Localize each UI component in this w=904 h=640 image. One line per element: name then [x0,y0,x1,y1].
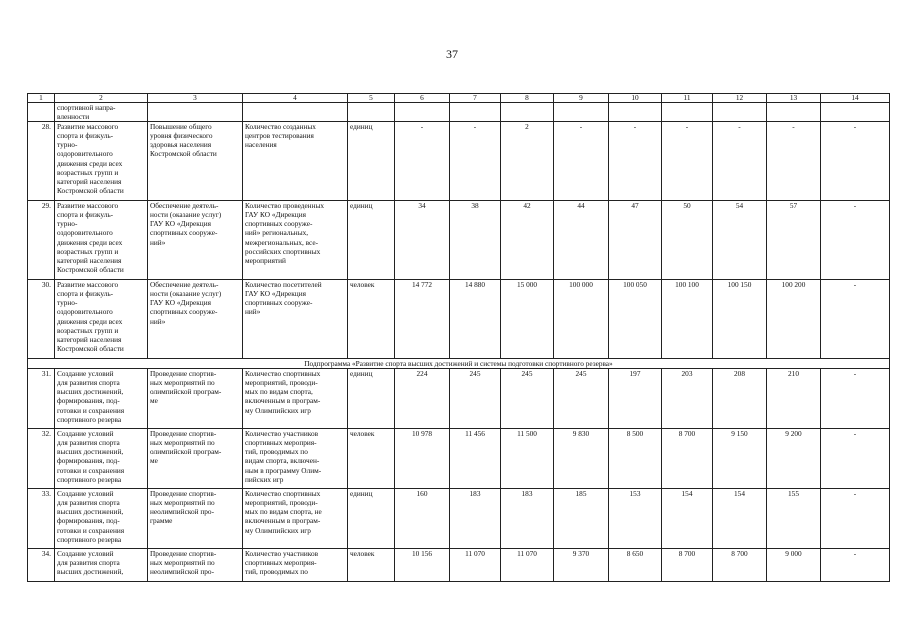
event-cell: Проведение спортив- ных мероприятий по неолимпийской про- [148,549,243,582]
column-number: 7 [450,94,501,103]
value-cell: 183 [501,489,554,549]
value-cell: 185 [554,489,609,549]
value-cell: 11 070 [501,549,554,582]
unit-cell: человек [348,280,395,359]
continuation-text: спортивной напра- вленности [55,103,148,122]
task-cell: Развитие массового спорта и физкуль- турно- оздоровительного движения среди всех возрастных групп и категорий населения Костромской области [55,122,148,201]
value-cell: - [821,280,890,359]
value-cell: 160 [395,489,450,549]
value-cell: - [821,549,890,582]
table-row [28,489,890,549]
value-cell: 8 500 [609,429,662,489]
column-number: 8 [501,94,554,103]
event-cell: Проведение спортив- ных мероприятий по олимпийской програм- ме [148,369,243,429]
value-cell: - [662,122,713,201]
column-number: 13 [767,94,821,103]
value-cell: 14 880 [450,280,501,359]
row-number: 32. [28,429,55,489]
value-cell: 245 [501,369,554,429]
subprogram-title: Подпрограмма «Развитие спорта высших достижений и системы подготовки спортивного резерва» [28,359,890,369]
column-number: 14 [821,94,890,103]
value-cell: 50 [662,201,713,280]
value-cell: 11 070 [450,549,501,582]
task-cell: Создание условий для развития спорта высших достижений, формирования, под- готовки и сохранения спортивного резерва [55,429,148,489]
column-number: 11 [662,94,713,103]
column-number: 9 [554,94,609,103]
value-cell: 57 [767,201,821,280]
value-cell: 100 200 [767,280,821,359]
value-cell: 153 [609,489,662,549]
column-number: 3 [148,94,243,103]
value-cell: 10 978 [395,429,450,489]
indicator-cell: Количество участников спортивных мероприя- тий, проводимых по видам спорта, включен- ным в программу Олим- пийских игр [243,429,348,489]
value-cell: 183 [450,489,501,549]
value-cell: - [450,122,501,201]
value-cell: 9 150 [713,429,767,489]
unit-cell: человек [348,549,395,582]
table-row [28,369,890,429]
value-cell: - [821,489,890,549]
value-cell: 54 [713,201,767,280]
value-cell: 9 370 [554,549,609,582]
value-cell: 203 [662,369,713,429]
value-cell: 9 830 [554,429,609,489]
unit-cell: единиц [348,201,395,280]
value-cell: 197 [609,369,662,429]
unit-cell: единиц [348,369,395,429]
event-cell: Повышение общего уровня физического здоровья населения Костромской области [148,122,243,201]
value-cell: 10 156 [395,549,450,582]
value-cell: - [821,429,890,489]
value-cell: 38 [450,201,501,280]
task-cell: Создание условий для развития спорта высших достижений, [55,549,148,582]
value-cell: 245 [554,369,609,429]
indicator-cell: Количество спортивных мероприятий, проводи- мых по видам спорта, не включенным в програм- му Олимпийских игр [243,489,348,549]
event-cell: Обеспечение деятель- ности (оказание услуг) ГАУ КО «Дирекция спортивных сооруже- ний» [148,280,243,359]
indicator-cell: Количество участников спортивных мероприя- тий, проводимых по [243,549,348,582]
value-cell: 2 [501,122,554,201]
value-cell: 100 150 [713,280,767,359]
indicators-table [27,93,890,582]
value-cell: - [821,122,890,201]
row-number: 34. [28,549,55,582]
value-cell: 11 500 [501,429,554,489]
event-cell: Проведение спортив- ных мероприятий по олимпийской програм- ме [148,429,243,489]
subprogram-row [28,359,890,369]
value-cell: 8 650 [609,549,662,582]
value-cell: 14 772 [395,280,450,359]
column-number: 5 [348,94,395,103]
value-cell: 210 [767,369,821,429]
table-row [28,429,890,489]
continuation-row [28,103,890,122]
value-cell: 9 000 [767,549,821,582]
value-cell: - [767,122,821,201]
value-cell: 154 [713,489,767,549]
column-number: 4 [243,94,348,103]
value-cell: - [395,122,450,201]
column-number: 12 [713,94,767,103]
page-number: 37 [446,47,458,61]
value-cell: 100 100 [662,280,713,359]
table-row [28,280,890,359]
column-number-row [28,94,890,103]
value-cell: 47 [609,201,662,280]
table-row [28,201,890,280]
unit-cell: человек [348,429,395,489]
indicator-cell: Количество созданных центров тестирования населения [243,122,348,201]
row-number: 29. [28,201,55,280]
value-cell: 208 [713,369,767,429]
value-cell: 224 [395,369,450,429]
value-cell: 8 700 [662,429,713,489]
value-cell: 8 700 [713,549,767,582]
indicator-cell: Количество спортивных мероприятий, проводи- мых по видам спорта, включенным в програм- му Олимпийских игр [243,369,348,429]
column-number: 10 [609,94,662,103]
task-cell: Развитие массового спорта и физкуль- турно- оздоровительного движения среди всех возрастных групп и категорий населения Костромской области [55,280,148,359]
column-number: 6 [395,94,450,103]
value-cell: 154 [662,489,713,549]
value-cell: 245 [450,369,501,429]
task-cell: Создание условий для развития спорта высших достижений, формирования, под- готовки и сохранения спортивного резерва [55,489,148,549]
unit-cell: единиц [348,489,395,549]
value-cell: 155 [767,489,821,549]
row-number: 31. [28,369,55,429]
event-cell: Проведение спортив- ных мероприятий по неолимпийской про- грамме [148,489,243,549]
value-cell: 11 456 [450,429,501,489]
task-cell: Создание условий для развития спорта высших достижений, формирования, под- готовки и сохранения спортивного резерва [55,369,148,429]
value-cell: 44 [554,201,609,280]
unit-cell: единиц [348,122,395,201]
value-cell: - [713,122,767,201]
value-cell: 8 700 [662,549,713,582]
value-cell: 9 200 [767,429,821,489]
column-number: 2 [55,94,148,103]
table-row [28,122,890,201]
value-cell: - [554,122,609,201]
value-cell: 15 000 [501,280,554,359]
event-cell: Обеспечение деятель- ности (оказание услуг) ГАУ КО «Дирекция спортивных сооруже- ний» [148,201,243,280]
indicator-cell: Количество проведенных ГАУ КО «Дирекция спортивных сооруже- ний» региональных, межрегиональных, все- российских спортивных мероприятий [243,201,348,280]
value-cell: 100 000 [554,280,609,359]
column-number: 1 [28,94,55,103]
row-number: 33. [28,489,55,549]
cell-n [28,103,55,122]
value-cell: - [609,122,662,201]
value-cell: 100 050 [609,280,662,359]
value-cell: - [821,201,890,280]
indicator-cell: Количество посетителей ГАУ КО «Дирекция спортивных сооруже- ний» [243,280,348,359]
table-body [28,94,890,582]
value-cell: - [821,369,890,429]
table-row [28,549,890,582]
row-number: 30. [28,280,55,359]
value-cell: 42 [501,201,554,280]
value-cell: 34 [395,201,450,280]
task-cell: Развитие массового спорта и физкуль- турно- оздоровительного движения среди всех возрастных групп и категорий населения Костромской области [55,201,148,280]
row-number: 28. [28,122,55,201]
